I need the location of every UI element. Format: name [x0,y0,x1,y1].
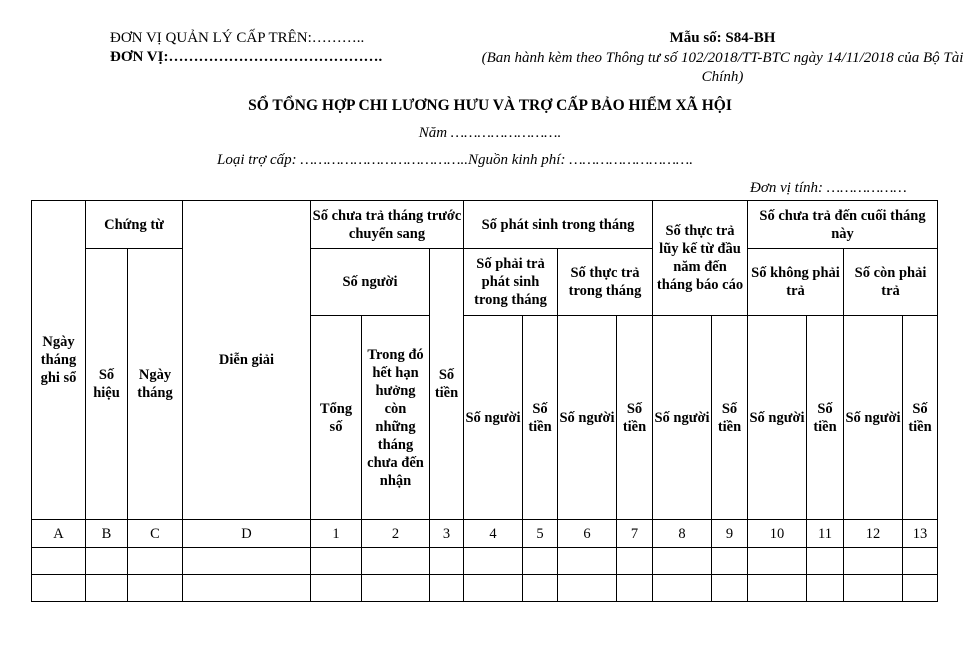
table-row [32,548,938,575]
col-voucher: Chứng từ [86,201,183,249]
table-cell[interactable] [32,548,86,575]
table-cell[interactable] [558,575,617,602]
col-not-payable: Số không phải trả [748,249,844,316]
index-cell: D [183,520,311,548]
index-cell: 12 [844,520,903,548]
table-cell[interactable] [464,575,523,602]
table-cell[interactable] [558,548,617,575]
table-cell[interactable] [311,548,362,575]
table-cell[interactable] [183,575,311,602]
col-total: Tổng số [311,316,362,520]
issued-note: (Ban hành kèm theo Thông tư số 102/2018/TT-BTC ngày 14/11/2018 của Bộ Tài Chính) [481,50,964,85]
parent-unit-label: ĐƠN VỊ QUẢN LÝ CẤP TRÊN:……….. [110,30,365,46]
col-amount-13: Số tiền [903,316,938,520]
unit-of-measure: Đơn vị tính: ……………… [750,180,907,196]
table-cell[interactable] [748,548,807,575]
index-cell: 7 [617,520,653,548]
col-people-12: Số người [844,316,903,520]
table-cell[interactable] [617,575,653,602]
index-cell: 5 [523,520,558,548]
col-amount-11: Số tiền [807,316,844,520]
col-actual-paid-ytd: Số thực trả lũy kế từ đầu năm đến tháng báo cáo [653,201,748,316]
table-cell[interactable] [32,575,86,602]
col-people: Số người [311,249,430,316]
col-unpaid-prev: Số chưa trả tháng trước chuyển sang [311,201,464,249]
index-row [32,520,938,548]
col-actual-paid-month: Số thực trả trong tháng [558,249,653,316]
table-cell[interactable] [617,548,653,575]
table-cell[interactable] [183,548,311,575]
index-cell: C [128,520,183,548]
table-cell[interactable] [430,548,464,575]
table-cell[interactable] [128,575,183,602]
allowance-line: Loại trợ cấp: ………………………………..Nguồn kinh phí: ………………………. [217,152,694,168]
col-still-payable: Số còn phải trả [844,249,938,316]
table-cell[interactable] [653,575,712,602]
col-unpaid-end: Số chưa trả đến cuối tháng này [748,201,938,249]
col-people-6: Số người [558,316,617,520]
index-cell: 6 [558,520,617,548]
index-cell: 13 [903,520,938,548]
col-amount-5: Số tiền [523,316,558,520]
year-line [0,125,980,142]
col-people-4: Số người [464,316,523,520]
table-cell[interactable] [844,575,903,602]
table-cell[interactable] [712,575,748,602]
col-description: Diễn giải [183,201,311,520]
col-people-8: Số người [653,316,712,520]
col-amount-prev: Số tiền [430,249,464,520]
table-cell[interactable] [311,575,362,602]
table-cell[interactable] [712,548,748,575]
table-cell[interactable] [653,548,712,575]
col-payable-arising: Số phải trả phát sinh trong tháng [464,249,558,316]
table-cell[interactable] [523,548,558,575]
col-voucher-date: Ngày tháng [128,249,183,520]
table-row [32,575,938,602]
table-cell[interactable] [903,575,938,602]
index-cell: 4 [464,520,523,548]
index-cell: 2 [362,520,430,548]
table-cell[interactable] [807,548,844,575]
table-cell[interactable] [464,548,523,575]
table-cell[interactable] [362,548,430,575]
table-cell[interactable] [807,575,844,602]
table-cell[interactable] [128,548,183,575]
table-cell[interactable] [523,575,558,602]
table-cell[interactable] [903,548,938,575]
table-cell[interactable] [362,575,430,602]
page-title: SỔ TỔNG HỢP CHI LƯƠNG HƯU VÀ TRỢ CẤP BẢO HIỂM XÃ HỘI [248,97,732,114]
col-date-recorded: Ngày tháng ghi sổ [32,201,86,520]
index-cell: 8 [653,520,712,548]
table-cell[interactable] [430,575,464,602]
col-amount-7: Số tiền [617,316,653,520]
unit-label: ĐƠN VỊ:……………………………………. [110,49,383,65]
index-cell: B [86,520,128,548]
table-cell[interactable] [86,548,128,575]
table-cell[interactable] [844,548,903,575]
col-amount-9: Số tiền [712,316,748,520]
index-cell: 1 [311,520,362,548]
col-arising: Số phát sinh trong tháng [464,201,653,249]
index-cell: 3 [430,520,464,548]
ledger-table [31,200,938,602]
index-cell: 10 [748,520,807,548]
col-expired-pending: Trong đó hết hạn hưởng còn những tháng chưa đến nhận [362,316,430,520]
index-cell: 9 [712,520,748,548]
col-people-10: Số người [748,316,807,520]
year-text: Năm ……………………. [418,125,562,141]
col-voucher-number: Số hiệu [86,249,128,520]
index-cell: 11 [807,520,844,548]
index-cell: A [32,520,86,548]
table-cell[interactable] [748,575,807,602]
form-number: Mẫu số: S84-BH [669,30,776,46]
table-cell[interactable] [86,575,128,602]
